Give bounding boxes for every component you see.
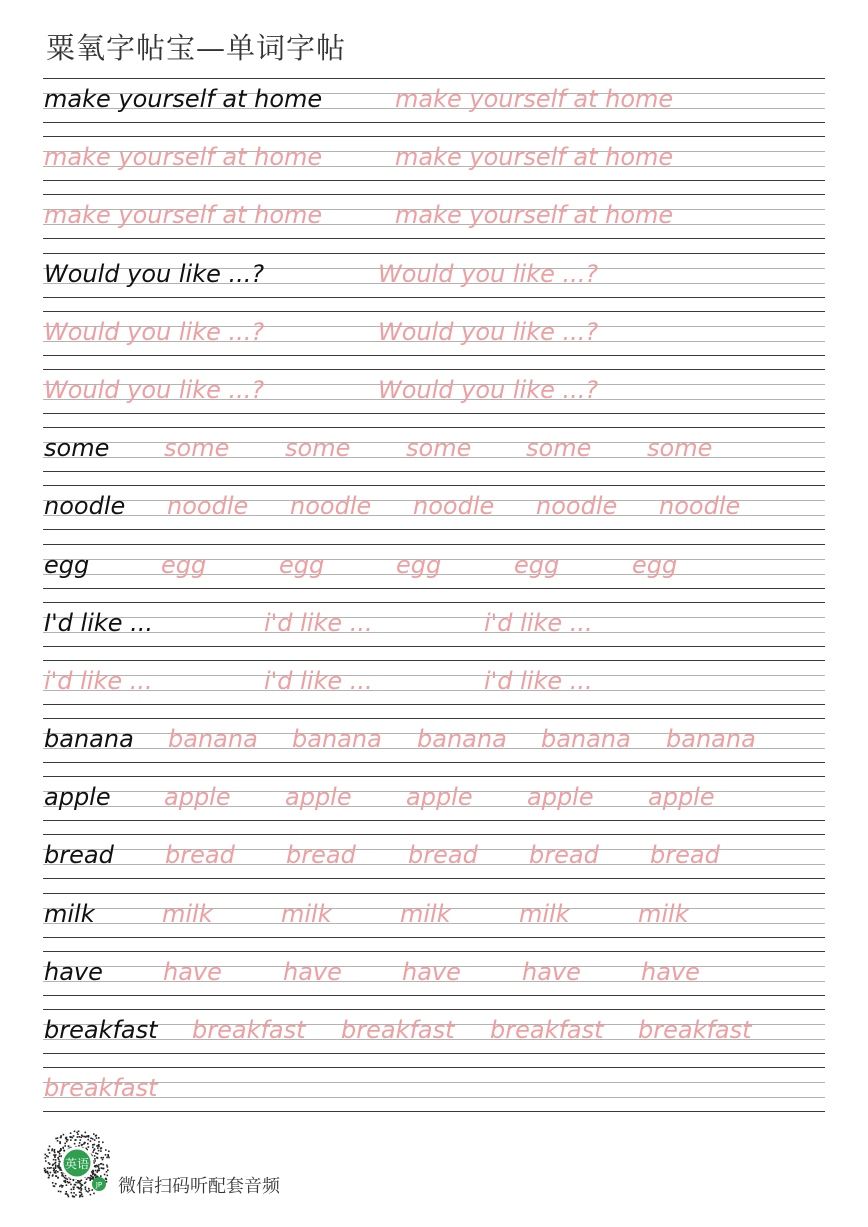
footer [40,1128,340,1198]
guide-line-solid [43,776,825,777]
trace-word: noodle [290,492,372,521]
trace-word: egg [632,550,678,579]
guide-line-solid [43,311,825,312]
model-word: bread [44,841,114,870]
trace-word: make yourself at home [44,143,323,172]
trace-word: bread [165,841,235,870]
trace-word: some [526,434,592,463]
guide-line-solid [43,485,825,486]
guide-line-solid [43,995,825,996]
trace-word: banana [292,725,382,754]
trace-word: have [402,957,461,986]
model-word: milk [44,899,95,928]
row-make-yourself-at-home-2 [43,136,825,194]
qr-corner-label: JP [95,1181,103,1189]
guide-line-solid [43,878,825,879]
guide-line-solid [43,1111,825,1112]
trace-word: milk [400,899,451,928]
row-breakfast-2 [43,1067,825,1125]
guide-line-solid [43,937,825,938]
row-bread [43,834,825,892]
row-id-like-2 [43,660,825,718]
row-apple [43,776,825,834]
trace-word: Would you like ...? [378,259,599,288]
row-would-you-like-2 [43,311,825,369]
model-word: apple [44,783,111,812]
qr-code-icon[interactable] [40,1128,112,1198]
row-make-yourself-at-home-1 [43,78,825,136]
trace-word: bread [408,841,478,870]
guide-line-solid [43,297,825,298]
row-noodle [43,485,825,543]
trace-word: noodle [659,492,741,521]
trace-word: make yourself at home [395,201,674,230]
trace-word: bread [529,841,599,870]
guide-line-solid [43,253,825,254]
guide-line-solid [43,369,825,370]
guide-line-solid [43,544,825,545]
trace-word: apple [406,783,473,812]
row-make-yourself-at-home-3 [43,194,825,252]
guide-line-solid [43,194,825,195]
trace-word: i'd like ... [484,608,593,637]
guide-line-solid [43,1067,825,1068]
guide-line-solid [43,718,825,719]
model-word: noodle [44,492,126,521]
trace-word: milk [638,899,689,928]
trace-word: make yourself at home [44,201,323,230]
trace-word: banana [666,725,756,754]
model-word: have [44,957,103,986]
guide-line-solid [43,529,825,530]
trace-word: have [283,957,342,986]
guide-line-light [43,632,825,633]
trace-word: breakfast [490,1016,604,1044]
row-milk [43,893,825,951]
qr-badge-label: 英语 [64,1157,90,1171]
row-id-like-1 [43,602,825,660]
row-some [43,427,825,485]
trace-word: noodle [167,492,249,521]
guide-line-light [43,690,825,691]
row-would-you-like-3 [43,369,825,427]
guide-line-solid [43,602,825,603]
guide-line-solid [43,238,825,239]
trace-word: make yourself at home [395,85,674,113]
trace-word: egg [396,550,442,579]
guide-line-solid [43,471,825,472]
guide-line-solid [43,1009,825,1010]
trace-word: breakfast [638,1016,752,1044]
trace-word: bread [650,841,720,870]
guide-line-solid [43,951,825,952]
guide-line-solid [43,646,825,647]
guide-line-solid [43,820,825,821]
trace-word: apple [527,783,594,812]
row-have [43,951,825,1009]
trace-word: milk [519,899,570,928]
model-word: breakfast [44,1016,158,1044]
page-title: 粟氧字帖宝—单词字帖 [46,31,347,65]
model-word: egg [44,550,90,579]
trace-word: breakfast [192,1016,306,1044]
guide-line-solid [43,355,825,356]
guide-line-solid [43,413,825,414]
trace-word: noodle [536,492,618,521]
practice-rows [43,78,825,1125]
trace-word: some [406,434,472,463]
guide-line-light [43,1097,825,1098]
model-word: banana [44,725,134,754]
trace-word: banana [541,725,631,754]
trace-word: noodle [413,492,495,521]
trace-word: have [163,957,222,986]
trace-word: i'd like ... [484,666,593,695]
trace-word: Would you like ...? [378,375,599,404]
guide-line-solid [43,660,825,661]
guide-line-solid [43,1053,825,1054]
trace-word: milk [281,899,332,928]
trace-word: breakfast [44,1074,158,1103]
trace-word: bread [286,841,356,870]
guide-line-solid [43,762,825,763]
trace-word: some [164,434,230,463]
guide-line-light [43,675,825,676]
guide-line-solid [43,834,825,835]
model-word: I'd like ... [44,608,154,637]
model-word: Would you like ...? [44,259,265,288]
trace-word: some [647,434,713,463]
guide-line-solid [43,180,825,181]
guide-line-solid [43,122,825,123]
guide-line-solid [43,893,825,894]
row-egg [43,544,825,602]
guide-line-light [43,617,825,618]
row-breakfast-1 [43,1009,825,1067]
model-word: make yourself at home [44,85,323,113]
guide-line-solid [43,427,825,428]
guide-line-light [43,1082,825,1083]
row-would-you-like-1 [43,253,825,311]
guide-line-solid [43,78,825,79]
trace-word: i'd like ... [264,608,373,637]
trace-word: egg [514,550,560,579]
trace-word: some [285,434,351,463]
trace-word: have [641,957,700,986]
trace-word: apple [164,783,231,812]
trace-word: milk [162,899,213,928]
model-word: some [44,434,110,463]
trace-word: i'd like ... [264,666,373,695]
trace-word: Would you like ...? [44,375,265,404]
trace-word: apple [285,783,352,812]
trace-word: have [522,957,581,986]
trace-word: i'd like ... [44,666,153,695]
trace-word: banana [168,725,258,754]
trace-word: Would you like ...? [44,317,265,346]
guide-line-solid [43,588,825,589]
guide-line-solid [43,136,825,137]
footer-instruction: 微信扫码听配套音频 [118,1176,280,1197]
trace-word: Would you like ...? [378,317,599,346]
trace-word: egg [161,550,207,579]
guide-line-solid [43,704,825,705]
trace-word: make yourself at home [395,143,674,172]
trace-word: apple [648,783,715,812]
trace-word: banana [417,725,507,754]
trace-word: egg [279,550,325,579]
row-banana [43,718,825,776]
trace-word: breakfast [341,1016,455,1044]
